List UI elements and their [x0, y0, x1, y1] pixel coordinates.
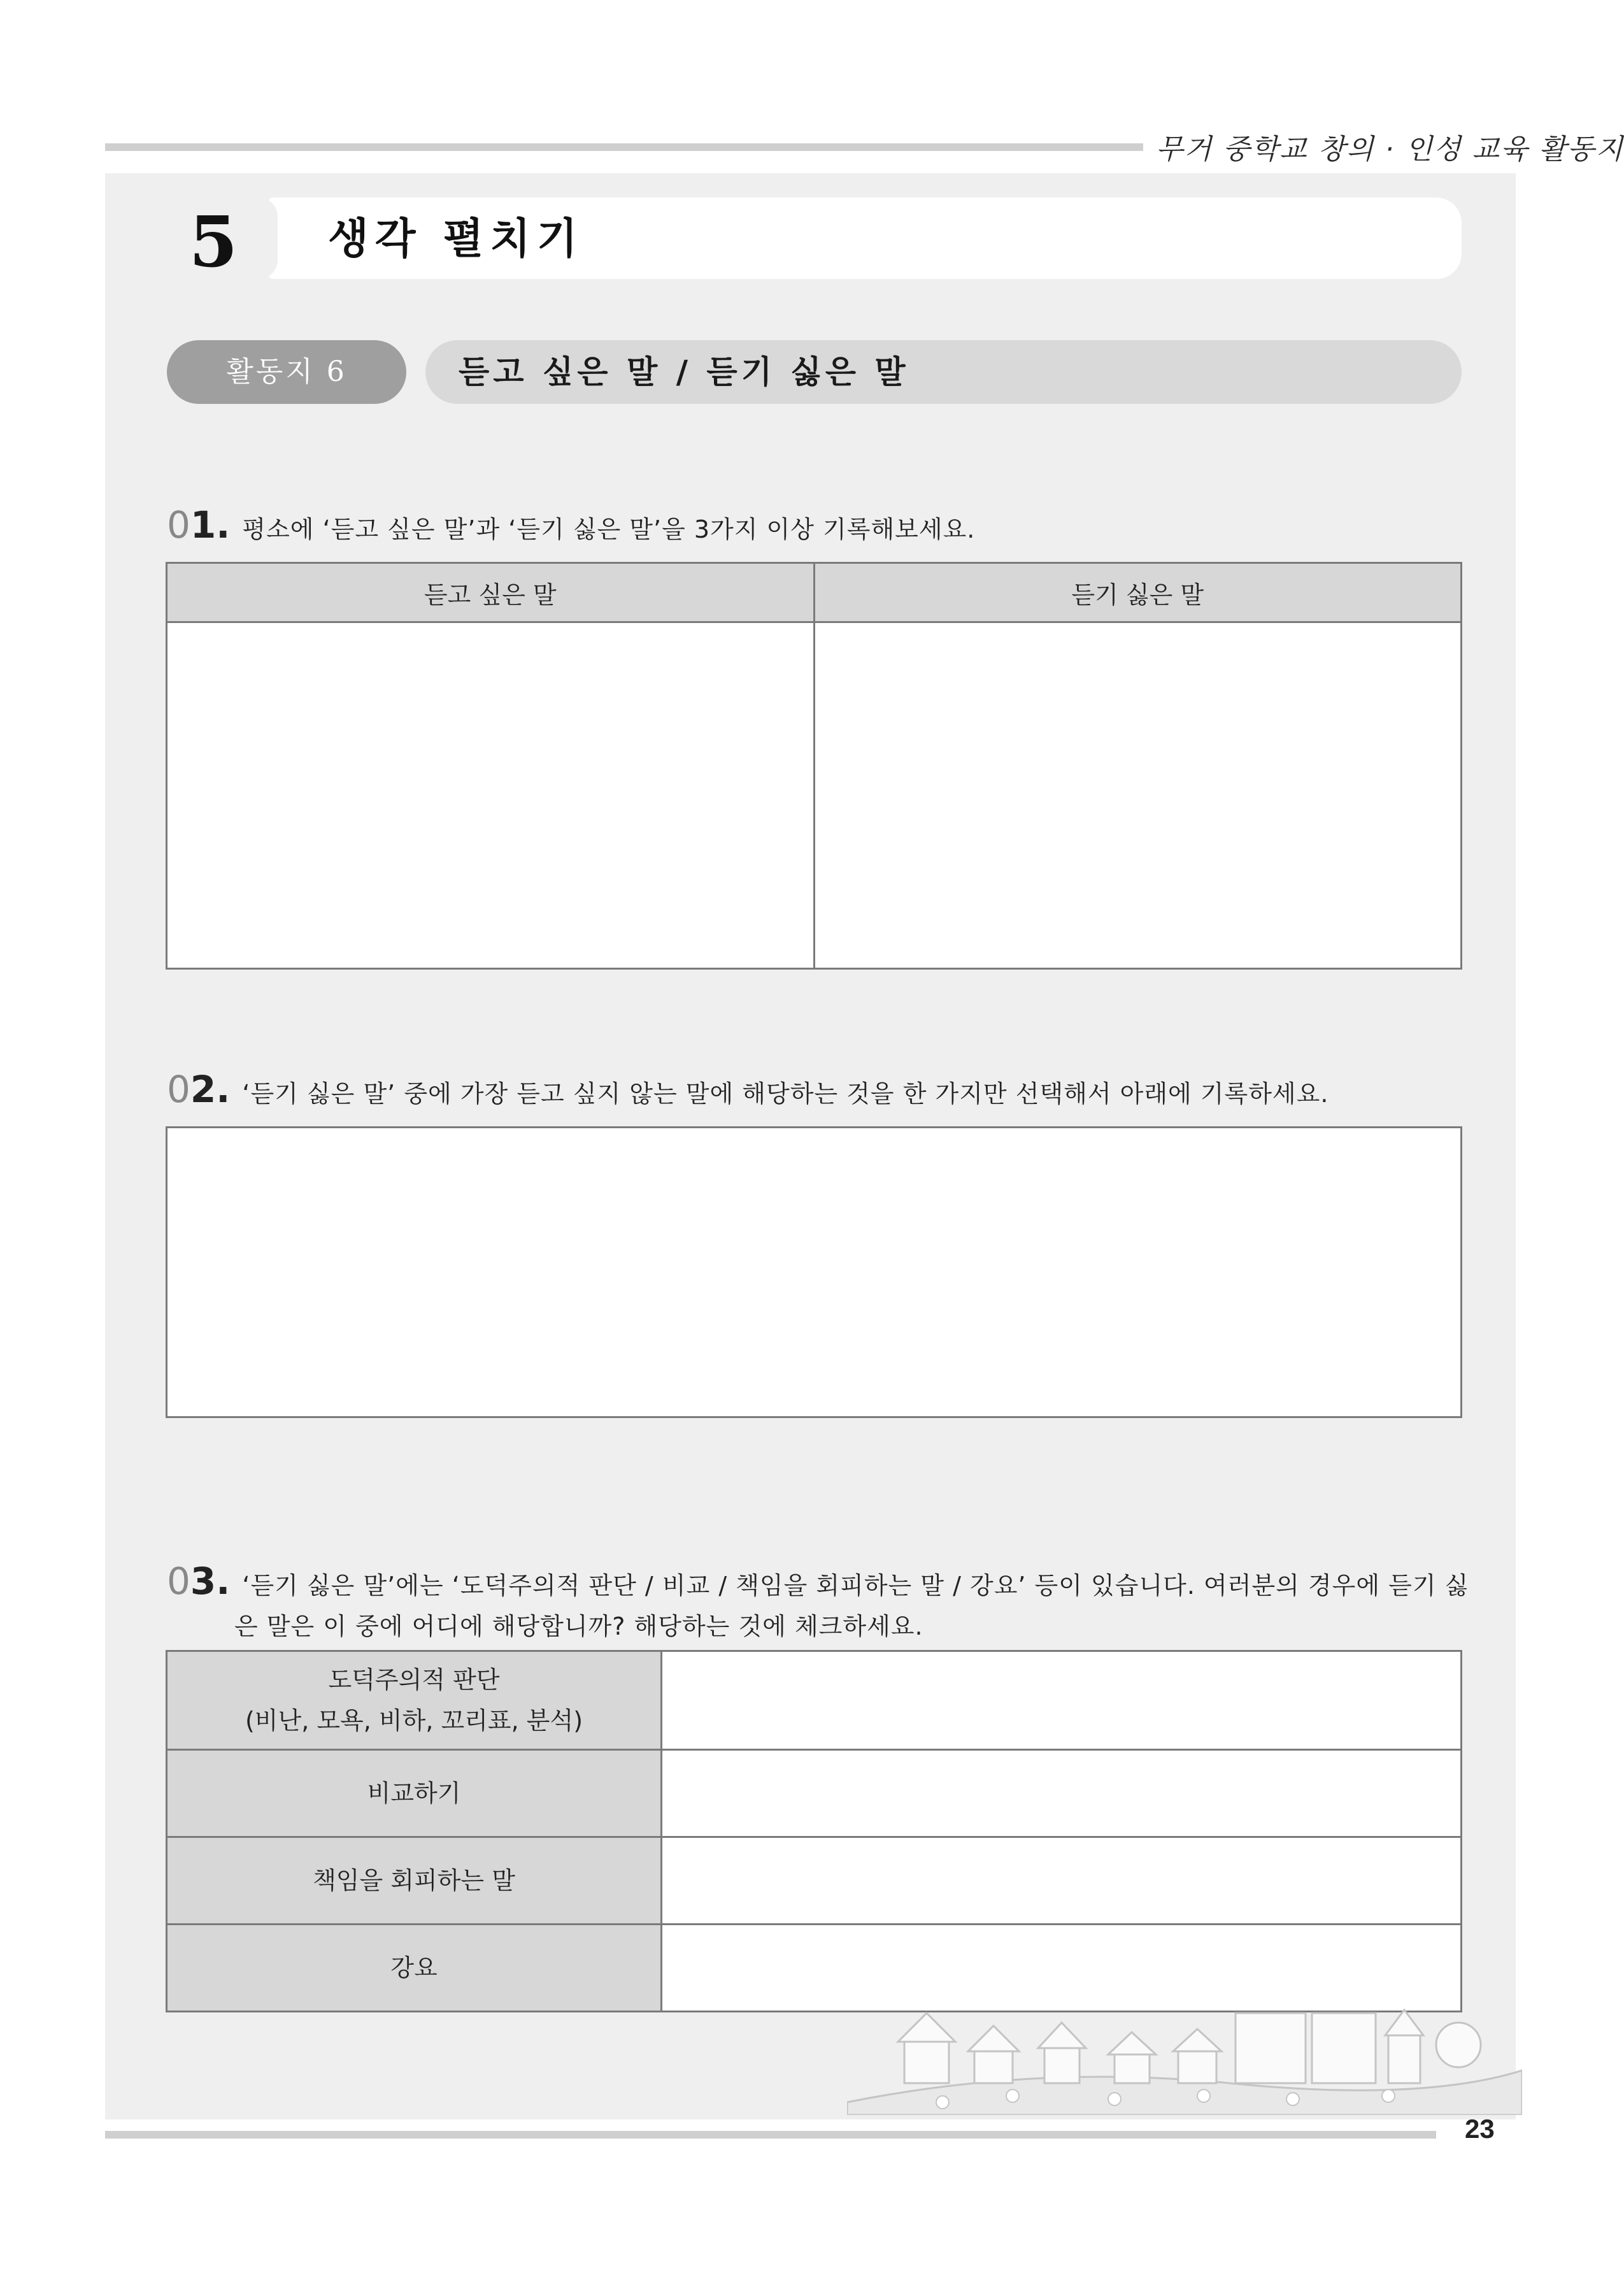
question-3-text-line-2: 은 말은 이 중에 어디에 해당합니까? 해당하는 것에 체크하세요. — [234, 1612, 923, 1640]
question-3-number: 03. — [167, 1559, 231, 1603]
category-check-cell[interactable] — [662, 1651, 1462, 1750]
category-check-cell[interactable] — [662, 1837, 1462, 1925]
question-3-table — [166, 1650, 1462, 2012]
question-1-heading — [167, 503, 975, 547]
page-number: 23 — [1465, 2114, 1495, 2144]
category-label: 도덕주의적 판단 (비난, 모욕, 비하, 꼬리표, 분석) — [167, 1651, 662, 1750]
question-1-number: 01. — [167, 503, 231, 547]
question-1-table — [166, 562, 1462, 970]
series-title: 무거 중학교 창의 · 인성 교육 활동지 — [1156, 133, 1624, 166]
category-label: 책임을 회피하는 말 — [167, 1837, 662, 1925]
category-label: 비교하기 — [167, 1750, 662, 1837]
category-check-cell[interactable] — [662, 1750, 1462, 1837]
question-3-heading — [167, 1559, 1469, 1603]
column-header-dont-want-to-hear: 듣기 싫은 말 — [814, 563, 1462, 622]
activity-label: 활동지 6 — [167, 340, 406, 404]
section-title: 생각 펼치기 — [328, 214, 584, 263]
question-2-heading — [167, 1068, 1328, 1111]
village-illustration — [847, 1994, 1522, 2115]
answer-cell-dont-want-to-hear[interactable] — [814, 622, 1462, 969]
header-rule — [105, 143, 1143, 151]
footer-rule — [105, 2131, 1436, 2139]
answer-cell-want-to-hear[interactable] — [167, 622, 815, 969]
activity-title: 듣고 싶은 말 / 듣기 싫은 말 — [459, 353, 909, 391]
question-3-text-line-1: ‘듣기 싫은 말’에는 ‘도덕주의적 판단 / 비교 / 책임을 회피하는 말 / 강요’ 등이 있습니다. 여러분의 경우에 듣기 싫 — [242, 1572, 1469, 1600]
question-2-answer-box[interactable] — [166, 1126, 1462, 1418]
question-2-text: ‘듣기 싫은 말’ 중에 가장 듣고 싶지 않는 말에 해당하는 것을 한 가지만 선택해서 아래에 기록하세요. — [242, 1080, 1329, 1108]
question-1-text: 평소에 ‘듣고 싶은 말’과 ‘듣기 싫은 말’을 3가지 이상 기록해보세요. — [242, 515, 976, 543]
question-2-number: 02. — [167, 1068, 231, 1111]
column-header-want-to-hear: 듣고 싶은 말 — [167, 563, 815, 622]
category-label: 강요 — [167, 1925, 662, 2012]
section-number: 5 — [189, 201, 238, 283]
